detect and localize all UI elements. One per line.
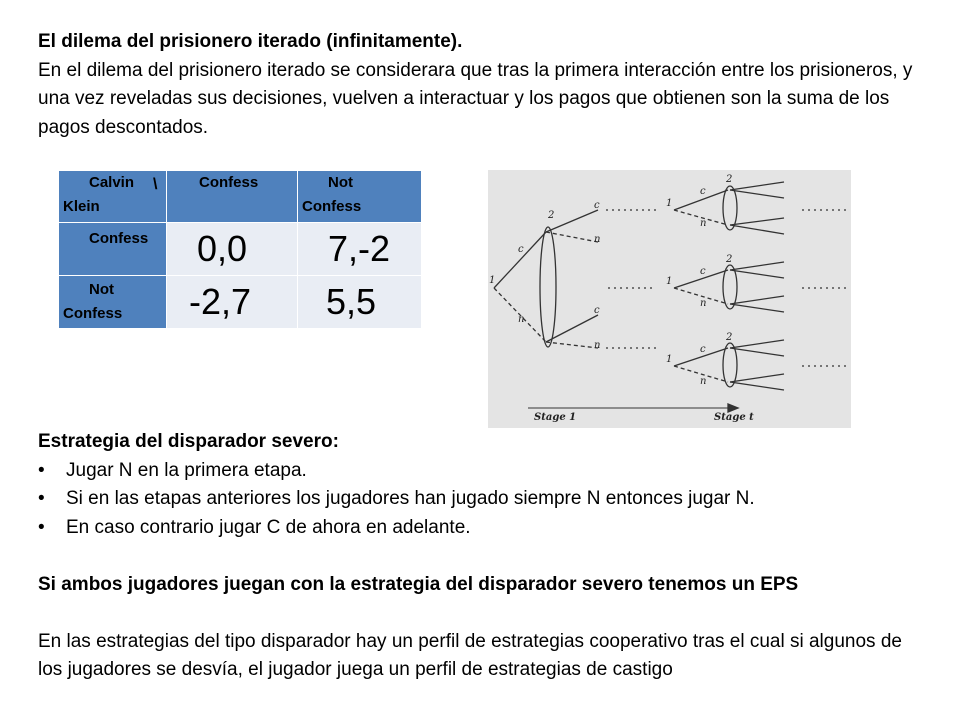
sub2-player2: 2 <box>726 254 733 265</box>
sub1-action-c: c <box>700 186 706 197</box>
payoff-cell-notconfess-notconfess: 5,5 <box>298 276 422 329</box>
strategy-heading: Estrategia del disparador severo: <box>38 431 339 452</box>
corner-player-calvin: Calvin <box>89 174 135 191</box>
strategy-section <box>38 428 928 685</box>
tree-action-c-3: c <box>594 305 600 316</box>
eps-conclusion: Si ambos jugadores juegan con la estrategia del disparador severo tenemos un EPS <box>38 573 799 595</box>
sub3-action-c: c <box>700 344 706 355</box>
sub1-player2: 2 <box>726 174 733 185</box>
strategy-bullet: • En caso contrario jugar C de ahora en adelante. <box>38 514 928 543</box>
row-header-not-confess: Not Confess <box>59 276 167 329</box>
sub3-action-n: n <box>700 376 707 387</box>
payoff-cell-confess-notconfess: 7,-2 <box>298 223 422 276</box>
game-tree-svg <box>488 170 851 428</box>
sub3-player2: 2 <box>726 332 733 343</box>
strategy-bullet-list <box>38 457 928 543</box>
intro-section <box>38 28 928 142</box>
game-tree-figure <box>488 170 851 428</box>
table-corner-cell <box>59 171 167 223</box>
sub1-player1: 1 <box>666 198 673 209</box>
sub1-action-n: n <box>700 218 707 229</box>
sub2-action-c: c <box>700 266 706 277</box>
sub2-action-n: n <box>700 298 707 309</box>
slide-title: El dilema del prisionero iterado (infinitamente). <box>38 31 463 52</box>
tree-node-player2: 2 <box>548 210 555 221</box>
strategy-bullet: • Jugar N en la primera etapa. <box>38 457 928 486</box>
payoff-cell-confess-confess: 0,0 <box>167 223 298 276</box>
sub2-player1: 1 <box>666 276 673 287</box>
corner-player-klein: Klein <box>63 198 100 215</box>
tree-action-n: n <box>518 314 525 325</box>
tree-action-n-3: n <box>594 340 601 351</box>
stage-1-label: Stage 1 <box>534 412 577 423</box>
corner-slash: \ <box>153 176 158 193</box>
payoff-cell-notconfess-confess: -2,7 <box>167 276 298 329</box>
payoff-matrix <box>58 170 422 329</box>
col-header-not-confess: Not Confess <box>298 171 422 223</box>
row-header-confess: Confess <box>59 223 167 276</box>
col-header-confess: Confess <box>167 171 298 223</box>
strategy-bullet: • Si en las etapas anteriores los jugadores han jugado siempre N entonces jugar N. <box>38 485 928 514</box>
tree-node-player1: 1 <box>489 275 496 286</box>
closing-paragraph: En las estrategias del tipo disparador hay un perfil de estrategias cooperativo tras el cual si algunos de los jugadores se desvía, el jugador juega un perfil de estrategias de castigo <box>38 630 902 680</box>
tree-action-c-2: c <box>594 200 600 211</box>
tree-action-c: c <box>518 244 524 255</box>
tree-action-n-2: n <box>594 234 601 245</box>
sub3-player1: 1 <box>666 354 673 365</box>
stage-t-label: Stage t <box>714 412 754 423</box>
intro-paragraph: En el dilema del prisionero iterado se considerara que tras la primera interacción entre los prisioneros, y una vez reveladas sus decisiones, vuelven a interactuar y los pagos que obtienen son la suma de los pagos descontados. <box>38 59 913 138</box>
